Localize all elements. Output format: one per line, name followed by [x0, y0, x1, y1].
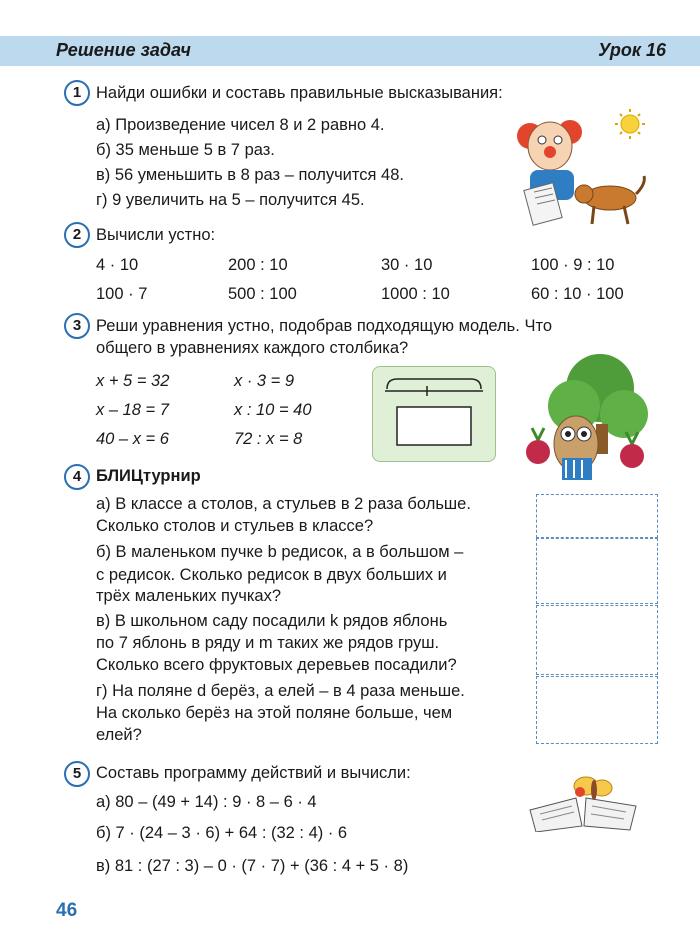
- task-1-item-a: а) Произведение чисел 8 и 2 равно 4.: [96, 116, 385, 134]
- task-4-line: трёх маленьких пучках?: [96, 587, 282, 605]
- page-number: 46: [56, 900, 78, 921]
- task-4-title: [96, 468, 201, 485]
- task-4-line: Сколько столов и стульев в классе?: [96, 517, 374, 535]
- equation: x : 10 = 40: [234, 401, 312, 419]
- task-4-line: по 7 яблонь в ряду и m таких же рядов груш.: [96, 634, 440, 652]
- task-5-item-b: б) 7 · (24 – 3 · 6) + 64 : (32 : 4) · 6: [96, 824, 348, 842]
- task-4-line: а) В классе a столов, а стульев в 2 раза больше.: [96, 495, 471, 513]
- task-4-line: Сколько всего фруктовых деревьев посадили?: [96, 656, 457, 674]
- task-2-expr: 4 · 10: [96, 256, 139, 274]
- book-with-butterfly-illustration: [526, 770, 646, 832]
- task-4-line: г) На поляне d берёз, а елей – в 4 раза меньше.: [96, 682, 465, 700]
- task-2-expr: 30 · 10: [381, 256, 433, 274]
- answer-box-c[interactable]: [536, 605, 658, 675]
- equation: 72 : x = 8: [234, 430, 303, 448]
- task-2-expr: 60 : 10 · 100: [531, 285, 624, 303]
- task-5-item-a: а) 80 – (49 + 14) : 9 · 8 – 6 · 4: [96, 793, 317, 811]
- task-3-title-line-1: Реши уравнения устно, подобрав подходящую модель. Что: [96, 317, 552, 335]
- task-1-title: Найди ошибки и составь правильные высказывания:: [96, 84, 503, 102]
- answer-box-b[interactable]: [536, 538, 658, 604]
- tree-with-owl-illustration: [514, 348, 654, 488]
- task-4-line: c редисок. Сколько редисок в двух больших и: [96, 566, 447, 584]
- task-5-title: Составь программу действий и вычисли:: [96, 764, 411, 782]
- task-number-4: 4: [64, 464, 90, 490]
- task-4-line: На сколько берёз на этой поляне больше, чем: [96, 704, 453, 722]
- task-4-line: б) В маленьком пучке b редисок, а в большом –: [96, 543, 464, 561]
- lesson-title: Урок 16: [598, 40, 666, 60]
- task-2-expr: 100 · 7: [96, 285, 148, 303]
- task-2-expr: 200 : 10: [228, 256, 288, 274]
- task-3-title-line-2: общего в уравнениях каждого столбика?: [96, 339, 409, 357]
- equation: x · 3 = 9: [234, 372, 295, 390]
- task-2-expr: 1000 : 10: [381, 285, 450, 303]
- answer-box-d[interactable]: [536, 676, 658, 744]
- task-1-item-b: б) 35 меньше 5 в 7 раз.: [96, 141, 275, 159]
- task-4-line: в) В школьном саду посадили k рядов яблонь: [96, 612, 448, 630]
- task-number-3: 3: [64, 313, 90, 339]
- task-1-item-d: г) 9 увеличить на 5 – получится 45.: [96, 191, 365, 209]
- task-1-item-c: в) 56 уменьшить в 8 раз – получится 48.: [96, 166, 404, 184]
- equation-model-box: [372, 366, 496, 462]
- task-number-5: 5: [64, 761, 90, 787]
- task-2-title: Вычисли устно:: [96, 226, 216, 244]
- task-4-title-rest: турнир: [142, 467, 201, 485]
- task-number-1: 1: [64, 80, 90, 106]
- task-4-line: елей?: [96, 726, 142, 744]
- task-2-expr: 500 : 100: [228, 285, 297, 303]
- answer-box-a[interactable]: [536, 494, 658, 538]
- task-2-expr: 100 · 9 : 10: [531, 256, 615, 274]
- task-number-2: 2: [64, 222, 90, 248]
- sun-icon: [615, 109, 645, 139]
- section-title: Решение задач: [56, 40, 191, 60]
- equation: x + 5 = 32: [96, 372, 170, 390]
- equation: 40 – x = 6: [96, 430, 169, 448]
- task-4-title-bold: БЛИЦ: [96, 467, 143, 485]
- task-5-item-c: в) 81 : (27 : 3) – 0 · (7 · 7) + (36 : 4 + 5 · 8): [96, 857, 409, 875]
- clown-with-dog-illustration: [512, 106, 647, 231]
- equation: x – 18 = 7: [96, 401, 169, 419]
- segment-model-diagram: [373, 367, 495, 461]
